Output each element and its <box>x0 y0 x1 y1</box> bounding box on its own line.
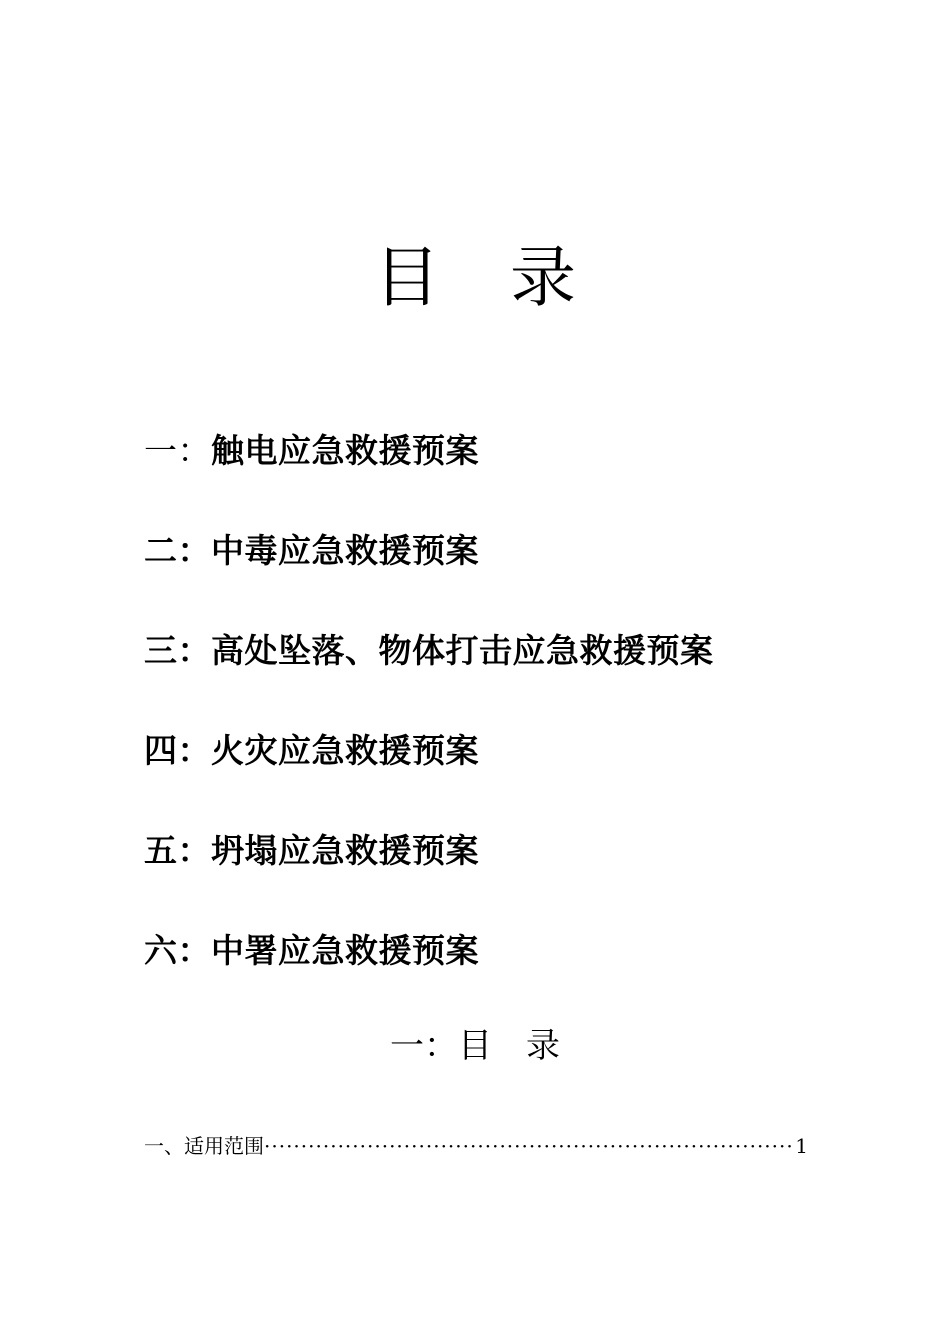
section-label: 火灾应急救援预案 <box>211 731 479 770</box>
page-title-left: 目 <box>374 239 440 316</box>
toc-entry[interactable] <box>144 1132 808 1160</box>
section-item[interactable] <box>144 626 714 676</box>
toc-page-number: 1 <box>795 1134 808 1158</box>
page-title <box>0 236 950 320</box>
subsection-title-right: 录 <box>526 1026 560 1066</box>
section-number: 四： <box>144 731 211 770</box>
section-number: 五： <box>144 831 211 870</box>
section-label: 中毒应急救援预案 <box>211 531 479 570</box>
section-label: 坍塌应急救援预案 <box>211 831 479 870</box>
toc-entry-label: 一、适用范围 <box>144 1134 264 1158</box>
subsection-title-prefix: 一： <box>390 1026 458 1066</box>
section-label: 触电应急救援预案 <box>211 431 479 470</box>
toc-leader-dots <box>264 1132 793 1160</box>
section-list <box>144 426 714 1026</box>
section-item[interactable] <box>144 726 714 776</box>
section-item[interactable] <box>144 426 714 476</box>
section-number: 三： <box>144 631 211 670</box>
section-item[interactable] <box>144 926 714 976</box>
section-number: 一： <box>144 431 211 470</box>
subsection-title <box>0 1024 950 1068</box>
section-number: 六： <box>144 931 211 970</box>
section-item[interactable] <box>144 826 714 876</box>
subsection-title-left: 目 <box>458 1026 492 1066</box>
section-item[interactable] <box>144 526 714 576</box>
section-number: 二： <box>144 531 211 570</box>
page-title-right: 录 <box>510 239 576 316</box>
section-label: 中署应急救援预案 <box>211 931 479 970</box>
section-label: 高处坠落、物体打击应急救援预案 <box>211 631 714 670</box>
